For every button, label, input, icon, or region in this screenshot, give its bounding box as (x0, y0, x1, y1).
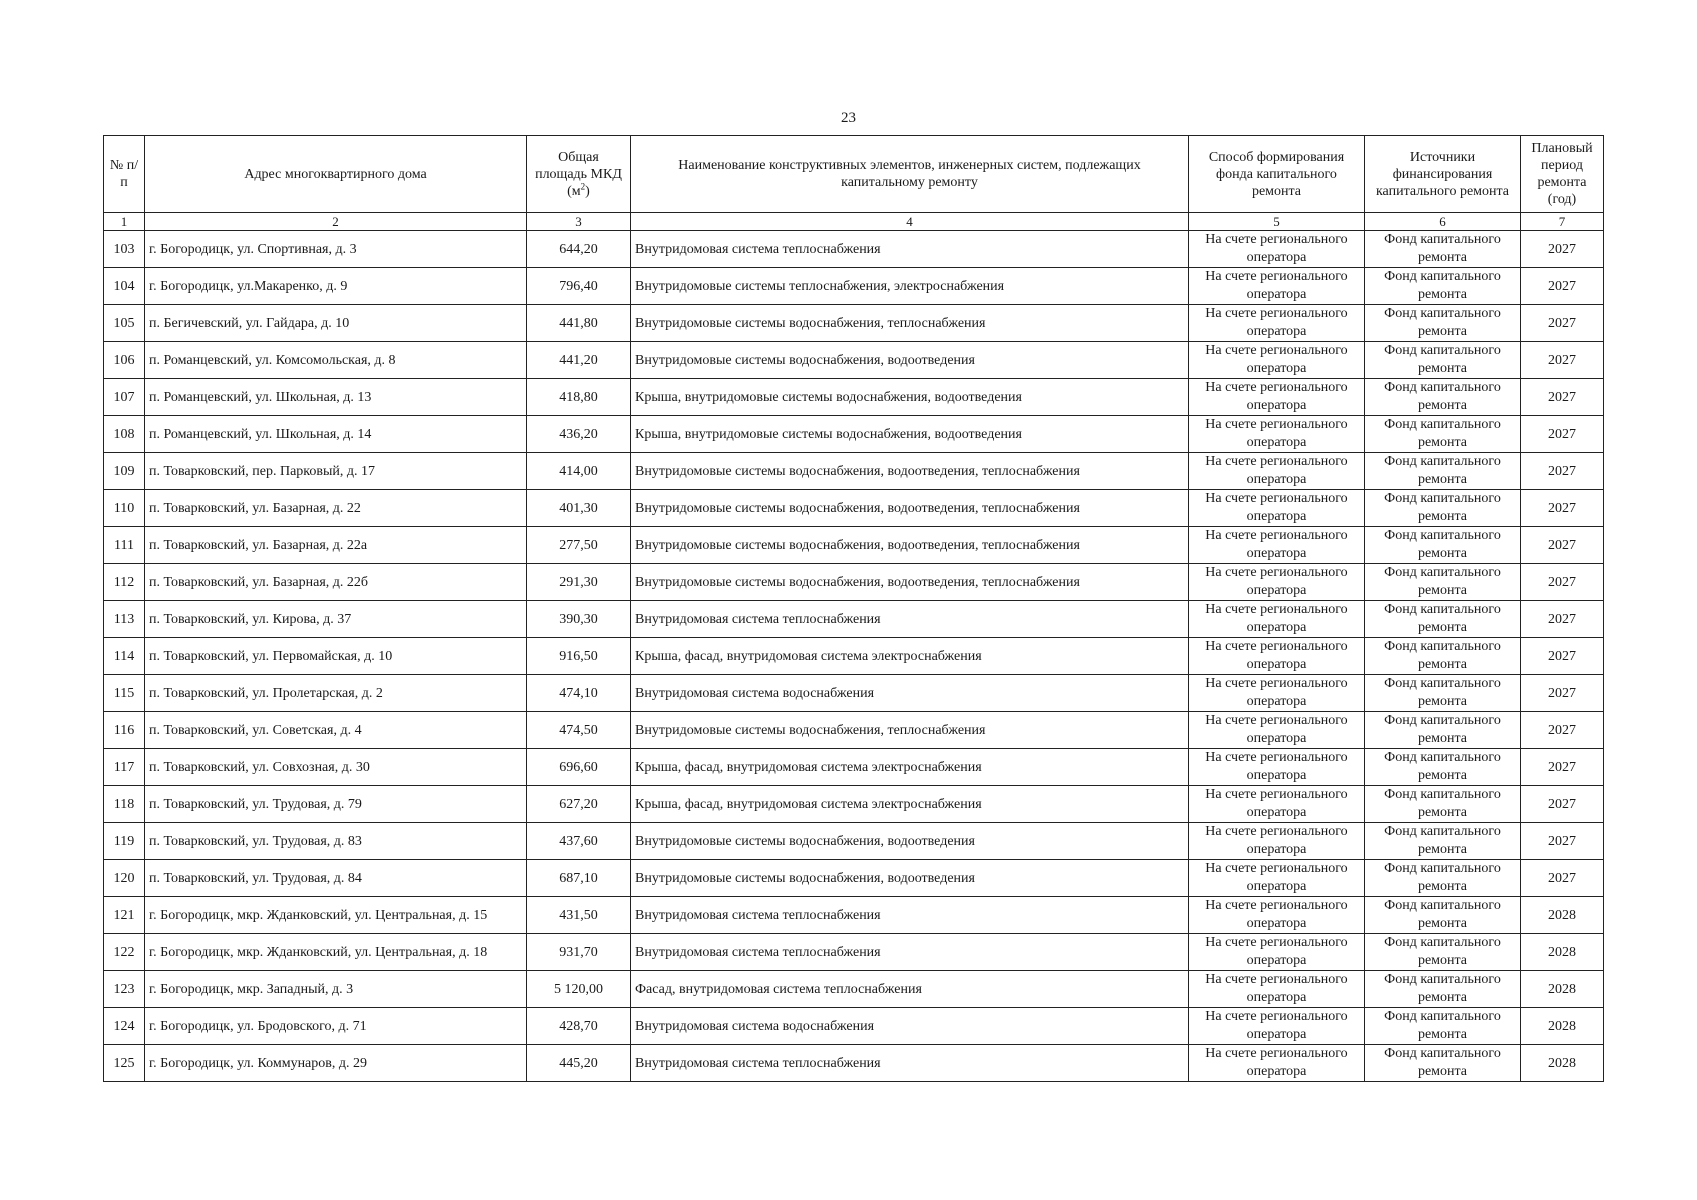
row-elements: Внутридомовые системы водоснабжения, водоотведения, теплоснабжения (631, 490, 1189, 527)
header-source: Источники финансирования капитального ремонта (1365, 136, 1521, 213)
row-source: Фонд капитального ремонта (1365, 860, 1521, 897)
row-year: 2027 (1521, 601, 1604, 638)
row-source: Фонд капитального ремонта (1365, 379, 1521, 416)
row-number: 123 (104, 971, 145, 1008)
row-source: Фонд капитального ремонта (1365, 638, 1521, 675)
row-address: п. Товарковский, ул. Пролетарская, д. 2 (145, 675, 527, 712)
row-method: На счете регионального оператора (1189, 305, 1365, 342)
table-row (104, 342, 1604, 379)
column-number: 3 (527, 213, 631, 231)
row-area: 441,20 (527, 342, 631, 379)
row-area: 474,10 (527, 675, 631, 712)
row-method: На счете регионального оператора (1189, 971, 1365, 1008)
header-area: Общая площадь МКД $(м^2)$ (527, 136, 631, 213)
row-area: 916,50 (527, 638, 631, 675)
row-elements: Внутридомовые системы водоснабжения, теплоснабжения (631, 305, 1189, 342)
row-address: п. Товарковский, пер. Парковый, д. 17 (145, 453, 527, 490)
row-address: п. Товарковский, ул. Базарная, д. 22 (145, 490, 527, 527)
row-method: На счете регионального оператора (1189, 453, 1365, 490)
row-address: п. Бегичевский, ул. Гайдара, д. 10 (145, 305, 527, 342)
row-number: 105 (104, 305, 145, 342)
row-area: 644,20 (527, 231, 631, 268)
row-number: 104 (104, 268, 145, 305)
row-number: 109 (104, 453, 145, 490)
row-method: На счете регионального оператора (1189, 934, 1365, 971)
row-number: 107 (104, 379, 145, 416)
row-source: Фонд капитального ремонта (1365, 971, 1521, 1008)
table-row (104, 971, 1604, 1008)
row-address: п. Товарковский, ул. Кирова, д. 37 (145, 601, 527, 638)
table-body (104, 231, 1604, 1082)
row-elements: Крыша, внутридомовые системы водоснабжения, водоотведения (631, 416, 1189, 453)
row-method: На счете регионального оператора (1189, 379, 1365, 416)
row-method: На счете регионального оператора (1189, 231, 1365, 268)
row-method: На счете регионального оператора (1189, 268, 1365, 305)
row-source: Фонд капитального ремонта (1365, 601, 1521, 638)
row-elements: Крыша, фасад, внутридомовая система электроснабжения (631, 786, 1189, 823)
row-area: 436,20 (527, 416, 631, 453)
row-area: 390,30 (527, 601, 631, 638)
row-elements: Внутридомовая система водоснабжения (631, 675, 1189, 712)
row-elements: Крыша, внутридомовые системы водоснабжения, водоотведения (631, 379, 1189, 416)
row-address: г. Богородицк, мкр. Жданковский, ул. Центральная, д. 18 (145, 934, 527, 971)
row-number: 119 (104, 823, 145, 860)
row-method: На счете регионального оператора (1189, 1045, 1365, 1082)
row-year: 2027 (1521, 786, 1604, 823)
table-row (104, 527, 1604, 564)
row-year: 2027 (1521, 638, 1604, 675)
row-area: 277,50 (527, 527, 631, 564)
row-area: 401,30 (527, 490, 631, 527)
row-address: п. Романцевский, ул. Школьная, д. 14 (145, 416, 527, 453)
header-address: Адрес многоквартирного дома (145, 136, 527, 213)
row-number: 106 (104, 342, 145, 379)
header-num: № п/п (104, 136, 145, 213)
row-method: На счете регионального оператора (1189, 416, 1365, 453)
row-address: п. Товарковский, ул. Совхозная, д. 30 (145, 749, 527, 786)
row-address: г. Богородицк, ул. Бродовского, д. 71 (145, 1008, 527, 1045)
row-method: На счете регионального оператора (1189, 786, 1365, 823)
row-method: На счете регионального оператора (1189, 638, 1365, 675)
row-number: 110 (104, 490, 145, 527)
row-area: 5 120,00 (527, 971, 631, 1008)
row-source: Фонд капитального ремонта (1365, 1045, 1521, 1082)
row-elements: Крыша, фасад, внутридомовая система электроснабжения (631, 749, 1189, 786)
row-area: 431,50 (527, 897, 631, 934)
table-row (104, 379, 1604, 416)
row-address: п. Товарковский, ул. Первомайская, д. 10 (145, 638, 527, 675)
row-elements: Фасад, внутридомовая система теплоснабжения (631, 971, 1189, 1008)
table-row (104, 305, 1604, 342)
row-area: 687,10 (527, 860, 631, 897)
table-row (104, 490, 1604, 527)
row-elements: Внутридомовые системы водоснабжения, водоотведения, теплоснабжения (631, 564, 1189, 601)
row-elements: Крыша, фасад, внутридомовая система электроснабжения (631, 638, 1189, 675)
table-row (104, 823, 1604, 860)
table-row (104, 712, 1604, 749)
row-year: 2027 (1521, 231, 1604, 268)
row-area: 414,00 (527, 453, 631, 490)
row-year: 2027 (1521, 305, 1604, 342)
row-source: Фонд капитального ремонта (1365, 305, 1521, 342)
row-elements: Внутридомовые системы водоснабжения, водоотведения, теплоснабжения (631, 453, 1189, 490)
header-period: Плановый период ремонта (год) (1521, 136, 1604, 213)
column-number-row (104, 213, 1604, 231)
row-address: г. Богородицк, мкр. Западный, д. 3 (145, 971, 527, 1008)
row-address: п. Товарковский, ул. Советская, д. 4 (145, 712, 527, 749)
row-area: 437,60 (527, 823, 631, 860)
row-number: 114 (104, 638, 145, 675)
row-year: 2027 (1521, 823, 1604, 860)
row-area: 418,80 (527, 379, 631, 416)
row-number: 112 (104, 564, 145, 601)
row-area: 696,60 (527, 749, 631, 786)
row-address: г. Богородицк, ул. Спортивная, д. 3 (145, 231, 527, 268)
row-year: 2027 (1521, 379, 1604, 416)
repair-program-table (103, 135, 1604, 1082)
row-method: На счете регионального оператора (1189, 860, 1365, 897)
row-source: Фонд капитального ремонта (1365, 897, 1521, 934)
row-number: 122 (104, 934, 145, 971)
row-source: Фонд капитального ремонта (1365, 749, 1521, 786)
row-method: На счете регионального оператора (1189, 490, 1365, 527)
row-year: 2027 (1521, 749, 1604, 786)
row-elements: Внутридомовая система теплоснабжения (631, 231, 1189, 268)
table-row (104, 749, 1604, 786)
table-row (104, 601, 1604, 638)
row-year: 2027 (1521, 453, 1604, 490)
row-number: 115 (104, 675, 145, 712)
row-elements: Внутридомовые системы водоснабжения, водоотведения, теплоснабжения (631, 527, 1189, 564)
row-year: 2027 (1521, 268, 1604, 305)
table-row (104, 416, 1604, 453)
row-number: 117 (104, 749, 145, 786)
row-source: Фонд капитального ремонта (1365, 934, 1521, 971)
column-number: 4 (631, 213, 1189, 231)
row-address: п. Товарковский, ул. Трудовая, д. 79 (145, 786, 527, 823)
row-number: 108 (104, 416, 145, 453)
row-source: Фонд капитального ремонта (1365, 231, 1521, 268)
table-row (104, 268, 1604, 305)
column-number: 7 (1521, 213, 1604, 231)
column-number: 5 (1189, 213, 1365, 231)
row-elements: Внутридомовые системы водоснабжения, теплоснабжения (631, 712, 1189, 749)
row-area: 441,80 (527, 305, 631, 342)
row-year: 2027 (1521, 342, 1604, 379)
row-year: 2027 (1521, 564, 1604, 601)
row-number: 116 (104, 712, 145, 749)
table-row (104, 860, 1604, 897)
row-method: На счете регионального оператора (1189, 342, 1365, 379)
row-area: 474,50 (527, 712, 631, 749)
row-elements: Внутридомовая система теплоснабжения (631, 897, 1189, 934)
row-number: 121 (104, 897, 145, 934)
row-elements: Внутридомовая система теплоснабжения (631, 601, 1189, 638)
row-elements: Внутридомовые системы теплоснабжения, электроснабжения (631, 268, 1189, 305)
row-method: На счете регионального оператора (1189, 675, 1365, 712)
row-address: п. Товарковский, ул. Базарная, д. 22б (145, 564, 527, 601)
row-year: 2028 (1521, 971, 1604, 1008)
row-year: 2028 (1521, 1008, 1604, 1045)
row-method: На счете регионального оператора (1189, 712, 1365, 749)
row-year: 2027 (1521, 416, 1604, 453)
row-elements: Внутридомовые системы водоснабжения, водоотведения (631, 823, 1189, 860)
row-source: Фонд капитального ремонта (1365, 823, 1521, 860)
page-number: 23 (841, 110, 856, 126)
row-address: п. Романцевский, ул. Школьная, д. 13 (145, 379, 527, 416)
row-method: На счете регионального оператора (1189, 1008, 1365, 1045)
table-row (104, 1008, 1604, 1045)
table-row (104, 1045, 1604, 1082)
row-address: г. Богородицк, мкр. Жданковский, ул. Центральная, д. 15 (145, 897, 527, 934)
row-source: Фонд капитального ремонта (1365, 564, 1521, 601)
row-method: На счете регионального оператора (1189, 601, 1365, 638)
column-number: 6 (1365, 213, 1521, 231)
table-row (104, 934, 1604, 971)
row-year: 2028 (1521, 1045, 1604, 1082)
table-row (104, 638, 1604, 675)
row-area: 931,70 (527, 934, 631, 971)
row-number: 111 (104, 527, 145, 564)
row-source: Фонд капитального ремонта (1365, 786, 1521, 823)
row-year: 2027 (1521, 860, 1604, 897)
row-area: 428,70 (527, 1008, 631, 1045)
row-source: Фонд капитального ремонта (1365, 268, 1521, 305)
row-number: 120 (104, 860, 145, 897)
row-source: Фонд капитального ремонта (1365, 527, 1521, 564)
row-number: 124 (104, 1008, 145, 1045)
column-number: 2 (145, 213, 527, 231)
table-row (104, 453, 1604, 490)
row-elements: Внутридомовые системы водоснабжения, водоотведения (631, 342, 1189, 379)
table-row (104, 675, 1604, 712)
row-address: п. Товарковский, ул. Трудовая, д. 83 (145, 823, 527, 860)
row-area: 796,40 (527, 268, 631, 305)
row-elements: Внутридомовая система теплоснабжения (631, 1045, 1189, 1082)
table-row (104, 231, 1604, 268)
row-elements: Внутридомовая система водоснабжения (631, 1008, 1189, 1045)
row-address: п. Товарковский, ул. Базарная, д. 22а (145, 527, 527, 564)
row-year: 2027 (1521, 675, 1604, 712)
row-elements: Внутридомовая система теплоснабжения (631, 934, 1189, 971)
row-area: 291,30 (527, 564, 631, 601)
row-address: г. Богородицк, ул.Макаренко, д. 9 (145, 268, 527, 305)
row-source: Фонд капитального ремонта (1365, 712, 1521, 749)
row-method: На счете регионального оператора (1189, 823, 1365, 860)
row-area: 627,20 (527, 786, 631, 823)
table-row (104, 564, 1604, 601)
row-source: Фонд капитального ремонта (1365, 342, 1521, 379)
table-header-row (104, 136, 1604, 213)
header-method: Способ формирования фонда капитального ремонта (1189, 136, 1365, 213)
table-row (104, 786, 1604, 823)
row-source: Фонд капитального ремонта (1365, 1008, 1521, 1045)
row-elements: Внутридомовые системы водоснабжения, водоотведения (631, 860, 1189, 897)
row-number: 125 (104, 1045, 145, 1082)
row-source: Фонд капитального ремонта (1365, 675, 1521, 712)
row-number: 113 (104, 601, 145, 638)
row-number: 103 (104, 231, 145, 268)
row-address: п. Романцевский, ул. Комсомольская, д. 8 (145, 342, 527, 379)
row-number: 118 (104, 786, 145, 823)
row-source: Фонд капитального ремонта (1365, 453, 1521, 490)
column-number: 1 (104, 213, 145, 231)
row-source: Фонд капитального ремонта (1365, 416, 1521, 453)
row-year: 2027 (1521, 527, 1604, 564)
row-year: 2028 (1521, 934, 1604, 971)
row-year: 2028 (1521, 897, 1604, 934)
row-area: 445,20 (527, 1045, 631, 1082)
row-method: На счете регионального оператора (1189, 749, 1365, 786)
table-row (104, 897, 1604, 934)
row-source: Фонд капитального ремонта (1365, 490, 1521, 527)
row-method: На счете регионального оператора (1189, 527, 1365, 564)
row-method: На счете регионального оператора (1189, 897, 1365, 934)
row-address: г. Богородицк, ул. Коммунаров, д. 29 (145, 1045, 527, 1082)
row-method: На счете регионального оператора (1189, 564, 1365, 601)
row-year: 2027 (1521, 712, 1604, 749)
row-year: 2027 (1521, 490, 1604, 527)
header-elements: Наименование конструктивных элементов, инженерных систем, подлежащих капитальному ремонту (631, 136, 1189, 213)
row-address: п. Товарковский, ул. Трудовая, д. 84 (145, 860, 527, 897)
